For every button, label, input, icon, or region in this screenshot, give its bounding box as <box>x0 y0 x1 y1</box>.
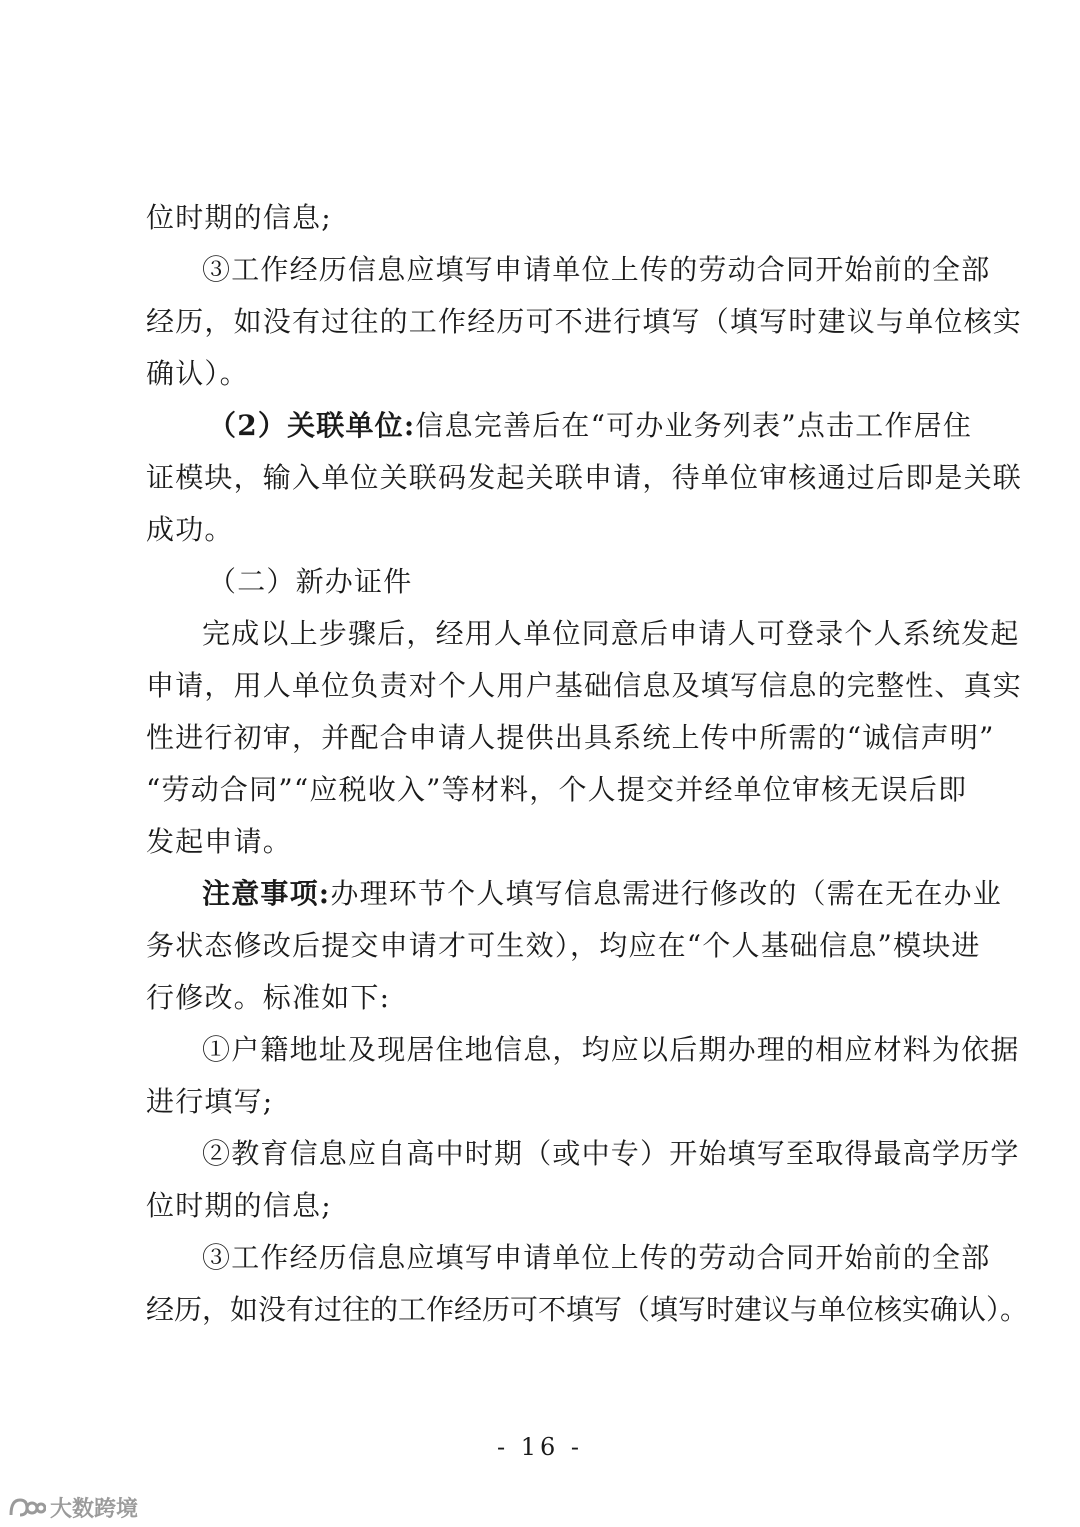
paragraph-line: 经历，如没有过往的工作经历可不填写（填写时建议与单位核实确认）。 <box>146 1293 1029 1326</box>
watermark <box>8 1492 138 1523</box>
paragraph-line: 位时期的信息; <box>146 201 332 234</box>
paragraph-line: ③工作经历信息应填写申请单位上传的劳动合同开始前的全部 <box>202 1241 991 1274</box>
paragraph-line: 经历，如没有过往的工作经历可不进行填写（填写时建议与单位核实 <box>146 305 1023 338</box>
paragraph-line <box>208 400 972 452</box>
paragraph-line: “劳动合同”“应税收入”等材料，个人提交并经单位审核无误后即 <box>146 773 968 806</box>
paragraph-line: 申请，用人单位负责对个人用户基础信息及填写信息的完整性、真实 <box>146 669 1023 702</box>
paragraph-line: 行修改。标准如下: <box>146 981 391 1014</box>
brand-logo-icon <box>8 1495 46 1521</box>
page-number: - 16 - <box>496 1433 583 1461</box>
paragraph-line: ②教育信息应自高中时期（或中专）开始填写至取得最高学历学 <box>202 1137 1020 1170</box>
section-heading: （2）关联单位: <box>208 409 416 442</box>
paragraph-line: 成功。 <box>146 513 234 546</box>
paragraph-line: 位时期的信息; <box>146 1189 332 1222</box>
paragraph-line: 完成以上步骤后，经用人单位同意后申请人可登录个人系统发起 <box>202 617 1020 650</box>
paragraph-line: 发起申请。 <box>146 825 293 858</box>
paragraph-line: 进行填写; <box>146 1085 274 1118</box>
paragraph-line: 性进行初审，并配合申请人提供出具系统上传中所需的“诚信声明” <box>146 721 995 754</box>
paragraph-line <box>202 868 1002 920</box>
paragraph-line: ①户籍地址及现居住地信息，均应以后期办理的相应材料为依据 <box>202 1033 1020 1066</box>
paragraph-text: 信息完善后在“可办业务列表”点击工作居住 <box>415 409 973 442</box>
paragraph-line: 务状态修改后提交申请才可生效），均应在“个人基础信息”模块进 <box>146 929 981 962</box>
watermark-text: 大数跨境 <box>50 1497 139 1522</box>
paragraph-line: 证模块，输入单位关联码发起关联申请，待单位审核通过后即是关联 <box>146 461 1023 494</box>
paragraph-line: 确认）。 <box>146 357 249 390</box>
section-heading: （二）新办证件 <box>208 565 413 598</box>
note-heading: 注意事项: <box>202 877 331 910</box>
paragraph-text: 办理环节个人填写信息需进行修改的（需在无在办业 <box>330 877 1002 910</box>
paragraph-line: ③工作经历信息应填写申请单位上传的劳动合同开始前的全部 <box>202 253 991 286</box>
